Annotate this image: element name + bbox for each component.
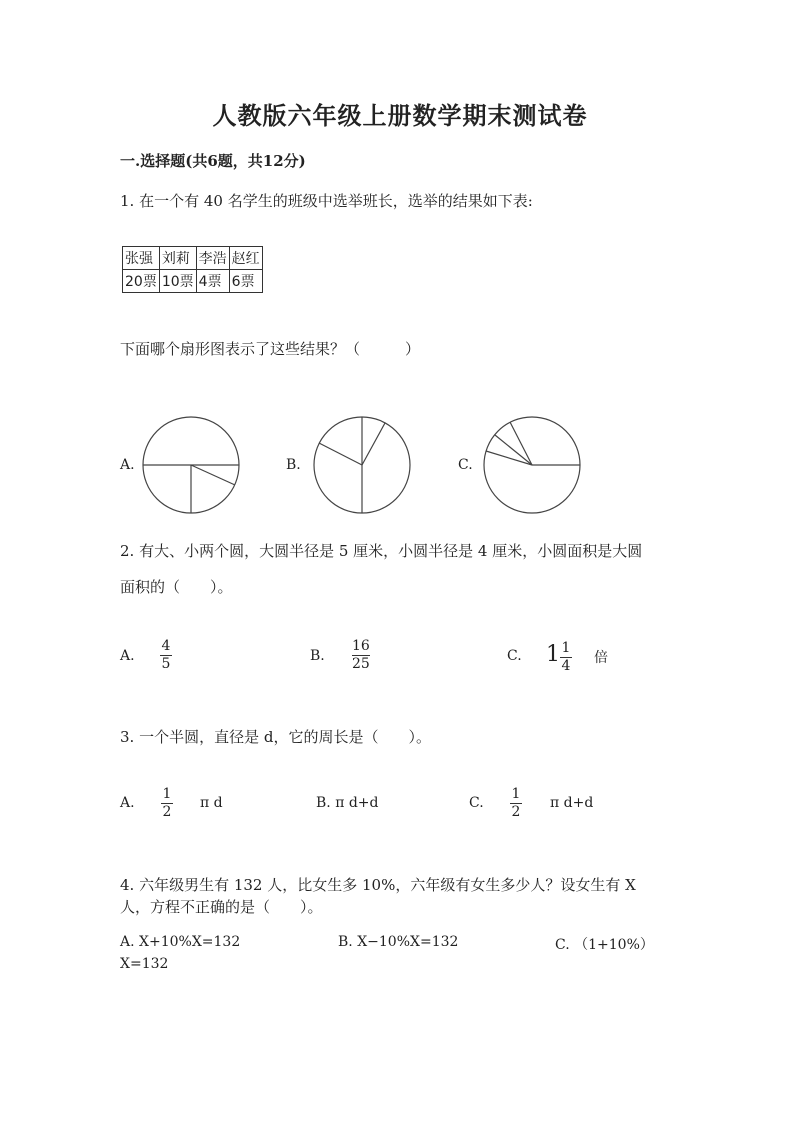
question-3-text: 3. 一个半圆，直径是 d，它的周长是（ ）。 <box>120 728 431 746</box>
q2-option-a-label: A. <box>120 648 135 664</box>
question-2-line-1: 2. 有大、小两个圆，大圆半径是 5 厘米，小圆半径是 4 厘米，小圆面积是大圆 <box>120 542 643 560</box>
question-2-line-2: 面积的（ ）。 <box>120 578 233 596</box>
q4-option-a: A. X+10%X=132 <box>120 934 241 950</box>
table-cell: 4票 <box>196 270 229 293</box>
q3-option-c-label: C. <box>469 795 484 811</box>
denominator: 4 <box>561 658 571 674</box>
table-cell: 20票 <box>123 270 160 293</box>
q3-option-a-label: A. <box>120 795 135 811</box>
page-title: 人教版六年级上册数学期末测试卷 <box>212 101 588 130</box>
table-cell: 赵红 <box>229 247 262 270</box>
denominator: 5 <box>161 656 171 672</box>
q2-option-a-fraction <box>160 639 172 672</box>
denominator: 25 <box>352 656 370 672</box>
q4-option-c-continued: X=132 <box>120 956 169 972</box>
option-a-label: A. <box>120 457 135 473</box>
q2-option-c-suffix: 倍 <box>594 650 608 666</box>
q2-option-c-label: C. <box>507 648 522 664</box>
numerator: 16 <box>352 638 370 654</box>
numerator: 1 <box>511 786 521 802</box>
vote-table <box>122 246 263 293</box>
vote-table-names-row <box>123 247 263 270</box>
numerator: 4 <box>161 638 171 654</box>
table-cell: 刘莉 <box>159 247 196 270</box>
numerator: 1 <box>561 640 571 656</box>
q2-option-b-fraction <box>352 639 370 672</box>
q3-option-c-fraction <box>510 787 522 820</box>
pie-chart-option-a <box>141 415 241 515</box>
table-cell: 李浩 <box>196 247 229 270</box>
section-heading: 一.选择题(共6题，共12分) <box>120 152 306 170</box>
question-4-line-1: 4. 六年级男生有 132 人，比女生多 10%，六年级有女生多少人？设女生有 X <box>120 876 636 894</box>
q3-option-a-suffix: π d <box>200 795 223 811</box>
question-4-line-2: 人，方程不正确的是（ ）。 <box>120 898 323 916</box>
table-cell: 10票 <box>159 270 196 293</box>
q2-option-c-fraction <box>560 641 572 674</box>
q3-option-c-suffix: π d+d <box>550 795 594 811</box>
denominator: 2 <box>162 804 172 820</box>
q2-option-b-label: B. <box>310 648 325 664</box>
pie-chart-option-c <box>482 415 582 515</box>
vote-table-votes-row <box>123 270 263 293</box>
numerator: 1 <box>162 786 172 802</box>
q2-option-c-whole: 1 <box>546 642 560 667</box>
q3-option-a-fraction <box>161 787 173 820</box>
q4-option-b: B. X−10%X=132 <box>338 934 459 950</box>
q3-option-b: B. π d+d <box>316 795 379 811</box>
table-cell: 张强 <box>123 247 160 270</box>
question-1-text: 1. 在一个有 40 名学生的班级中选举班长，选举的结果如下表: <box>120 192 533 210</box>
question-1-prompt: 下面哪个扇形图表示了这些结果？（ ） <box>120 340 421 358</box>
q4-option-c: C. （1+10%） <box>555 937 654 953</box>
option-b-label: B. <box>286 457 301 473</box>
denominator: 2 <box>511 804 521 820</box>
table-cell: 6票 <box>229 270 262 293</box>
option-c-label: C. <box>458 457 473 473</box>
pie-chart-option-b <box>312 415 412 515</box>
